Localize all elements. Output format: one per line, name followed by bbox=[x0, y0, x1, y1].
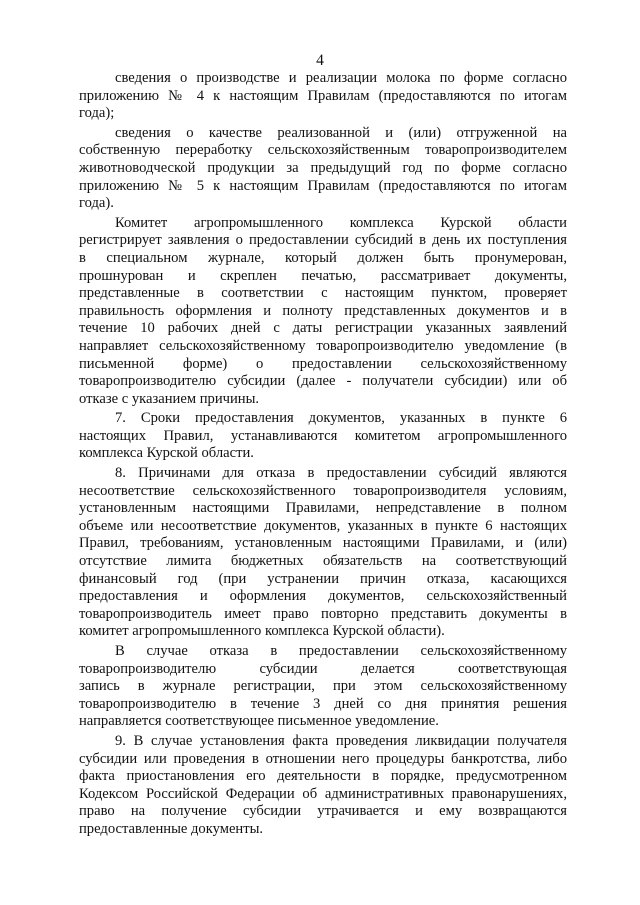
text-line: направляет сельскохозяйственному товаропроизводителю уведомление (в bbox=[79, 337, 567, 354]
text-line: право на получение субсидии утрачивается и ему возвращаются bbox=[79, 803, 567, 820]
text-line: письменной форме) о предоставлении сельскохозяйственному bbox=[79, 355, 567, 372]
text-line: представленные в соответствии с настоящим пунктом, проверяет bbox=[79, 285, 567, 302]
text-line: установленным настоящими Правилами, непредставление в полном bbox=[79, 500, 567, 517]
text-line: факта приостановления его деятельности в порядке, предусмотренном bbox=[79, 768, 567, 785]
text-line: приложению № 4 к настоящим Правилам (предоставляются по итогам bbox=[79, 87, 567, 104]
text-line: направляется соответствующее письменное уведомление. bbox=[79, 713, 439, 730]
text-line: товаропроизводителю в течение 3 дней со дня принятия решения bbox=[79, 695, 567, 712]
text-line: в специальном журнале, который должен быть пронумерован, bbox=[79, 249, 567, 266]
text-line: течение 10 рабочих дней с даты регистрации указанных заявлений bbox=[79, 320, 567, 337]
text-line: 8. Причинами для отказа в предоставлении субсидий являются bbox=[115, 465, 567, 482]
paragraph bbox=[79, 733, 567, 839]
text-line: финансовый год (при устранении причин отказа, касающихся bbox=[79, 570, 567, 587]
paragraph bbox=[79, 70, 567, 123]
text-line: комитет агропромышленного комплекса Курской области). bbox=[79, 623, 445, 640]
text-line: сведения о качестве реализованной и (или) отгруженной на bbox=[115, 124, 567, 141]
text-line: товаропроизводителю субсидии делается соответствующая bbox=[79, 660, 567, 677]
text-line: Правил, требованиям, установленным настоящими Правилами, и (или) bbox=[79, 535, 567, 552]
text-line: 7. Сроки предоставления документов, указанных в пункте 6 bbox=[115, 410, 567, 427]
text-line: правильность оформления и полноту представленных документов и в bbox=[79, 302, 567, 319]
text-line: 9. В случае установления факта проведения ликвидации получателя bbox=[115, 732, 567, 749]
document-body bbox=[79, 70, 567, 841]
text-line: комплекса Курской области. bbox=[79, 445, 254, 462]
text-line: года). bbox=[79, 195, 114, 212]
paragraph bbox=[79, 643, 567, 731]
text-line: отсутствие лимита бюджетных обязательств на соответствующий bbox=[79, 553, 567, 570]
text-line: Комитет агропромышленного комплекса Курской области bbox=[115, 214, 567, 231]
text-line: товаропроизводителю субсидии (далее - получатели субсидии) или об bbox=[79, 373, 567, 390]
text-line: настоящих Правил, устанавливаются комитетом агропромышленного bbox=[79, 427, 567, 444]
text-line: регистрирует заявления о предоставлении субсидий в день их поступления bbox=[79, 232, 567, 249]
text-line: собственную переработку сельскохозяйственным товаропроизводителем bbox=[79, 142, 567, 159]
text-line: животноводческой продукции за предыдущий год по форме согласно bbox=[79, 159, 567, 176]
text-line: отказе с указанием причины. bbox=[79, 390, 260, 407]
text-line: несоответствие сельскохозяйственного товаропроизводителя условиям, bbox=[79, 482, 567, 499]
text-line: предоставления и оформления документов, сельскохозяйственный bbox=[79, 588, 567, 605]
text-line: объеме или несоответствие документов, указанных в пункте 6 настоящих bbox=[79, 517, 567, 534]
text-line: предоставленные документы. bbox=[79, 820, 264, 837]
text-line: сведения о производстве и реализации молока по форме согласно bbox=[115, 70, 567, 86]
paragraph bbox=[79, 410, 567, 463]
text-line: субсидии или проведения в отношении него процедуры банкротства, либо bbox=[79, 750, 567, 767]
text-line: года); bbox=[79, 105, 115, 122]
page-number: 4 bbox=[316, 52, 324, 69]
paragraph bbox=[79, 215, 567, 409]
paragraph bbox=[79, 125, 567, 213]
text-line: прошнурован и скреплен печатью, рассматривает документы, bbox=[79, 267, 567, 284]
text-line: В случае отказа в предоставлении сельскохозяйственному bbox=[115, 643, 567, 659]
text-line: Кодексом Российской Федерации об административных правонарушениях, bbox=[79, 785, 567, 802]
text-line: приложению № 5 к настоящим Правилам (предоставляются по итогам bbox=[79, 177, 567, 194]
paragraph bbox=[79, 465, 567, 641]
text-line: запись в журнале регистрации, при этом сельскохозяйственному bbox=[79, 678, 567, 695]
text-line: товаропроизводитель имеет право повторно представить документы в bbox=[79, 605, 567, 622]
